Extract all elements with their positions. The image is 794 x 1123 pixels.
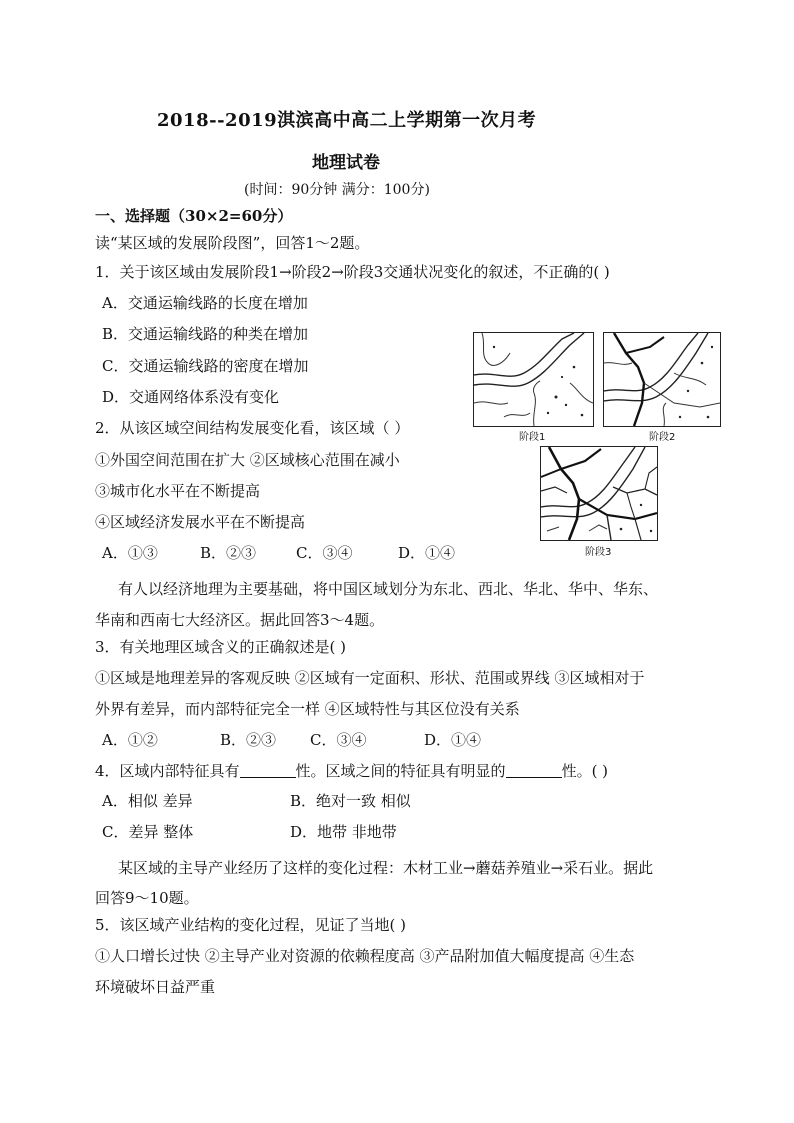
q3-stem: 3．有关地理区域含义的正确叙述是( ) [95, 638, 347, 656]
stage-3-caption: 阶段3 [585, 547, 612, 558]
stage-1-caption: 阶段1 [519, 432, 546, 443]
q4-option-d: D．地带 非地带 [290, 823, 397, 841]
q1-stem: 1．关于该区域由发展阶段1→阶段2→阶段3交通状况变化的叙述，不正确的( ) [95, 263, 610, 281]
q2-option-b: B．②③ [200, 544, 257, 562]
q4-blank-2 [506, 763, 562, 778]
passage-2-line-2: 华南和西南七大经济区。据此回答3～4题。 [95, 611, 385, 629]
stage-2-caption: 阶段2 [649, 432, 676, 443]
q1-option-c: C．交通运输线路的密度在增加 [102, 357, 309, 375]
q1-option-b: B．交通运输线路的种类在增加 [102, 325, 309, 343]
q5-stem: 5．该区域产业结构的变化过程，见证了当地( ) [95, 916, 407, 934]
stage-1-map [473, 332, 594, 427]
q3-option-b: B．②③ [220, 731, 277, 749]
q2-statement-2: ③城市化水平在不断提高 [95, 482, 261, 500]
q2-stem: 2．从该区域空间结构发展变化看，该区域（ ） [95, 419, 410, 437]
stage-2-map [603, 332, 721, 427]
passage-3-line-2: 回答9～10题。 [95, 889, 199, 907]
q4-stem-part-1: 4．区域内部特征具有 [95, 762, 240, 780]
q1-option-d: D．交通网络体系没有变化 [102, 388, 280, 406]
exam-subtitle: 地理试卷 [312, 153, 380, 173]
exam-title: 2018--2019淇滨高中高二上学期第一次月考 [157, 110, 537, 131]
q3-option-d: D．①④ [424, 731, 482, 749]
q4-option-a: A．相似 差异 [102, 792, 193, 810]
q4-stem-part-2: 性。区域之间的特征具有明显的 [295, 762, 506, 780]
section-heading: 一、选择题（30×2=60分） [95, 207, 293, 225]
exam-time-info: (时间：90分钟 满分：100分) [244, 182, 430, 198]
q3-option-c: C．③④ [310, 731, 367, 749]
q4-blank-1 [240, 763, 296, 778]
q1-option-a: A．交通运输线路的长度在增加 [102, 294, 308, 312]
q3-statement-2: 外界有差异，而内部特征完全一样 ④区域特性与其区位没有关系 [95, 700, 520, 718]
q2-option-a: A．①③ [102, 544, 158, 562]
q3-option-a: A．①② [102, 731, 158, 749]
q4-stem-part-3: 性。( ) [561, 762, 609, 780]
q4-option-c: C．差异 整体 [102, 823, 194, 841]
q2-option-c: C．③④ [296, 544, 353, 562]
stage-3-map [540, 446, 658, 541]
q2-statement-3: ④区域经济发展水平在不断提高 [95, 513, 306, 531]
q2-option-d: D．①④ [398, 544, 456, 562]
q4-option-b: B．绝对一致 相似 [290, 792, 411, 810]
q4-stem [95, 761, 608, 781]
q5-statement-2: 环境破坏日益严重 [95, 978, 216, 996]
passage-3-line-1: 某区域的主导产业经历了这样的变化过程：木材工业→蘑菇养殖业→采石业。据此 [118, 859, 654, 877]
q2-statement-1: ①外国空间范围在扩大 ②区域核心范围在减小 [95, 451, 400, 469]
q3-statement-1: ①区域是地理差异的客观反映 ②区域有一定面积、形状、范围或界线 ③区域相对于 [95, 669, 645, 687]
passage-2-line-1: 有人以经济地理为主要基础，将中国区域划分为东北、西北、华北、华中、华东、 [118, 580, 659, 598]
section-intro: 读“某区域的发展阶段图”，回答1～2题。 [95, 234, 370, 252]
q5-statement-1: ①人口增长过快 ②主导产业对资源的依赖程度高 ③产品附加值大幅度提高 ④生态 [95, 947, 635, 965]
